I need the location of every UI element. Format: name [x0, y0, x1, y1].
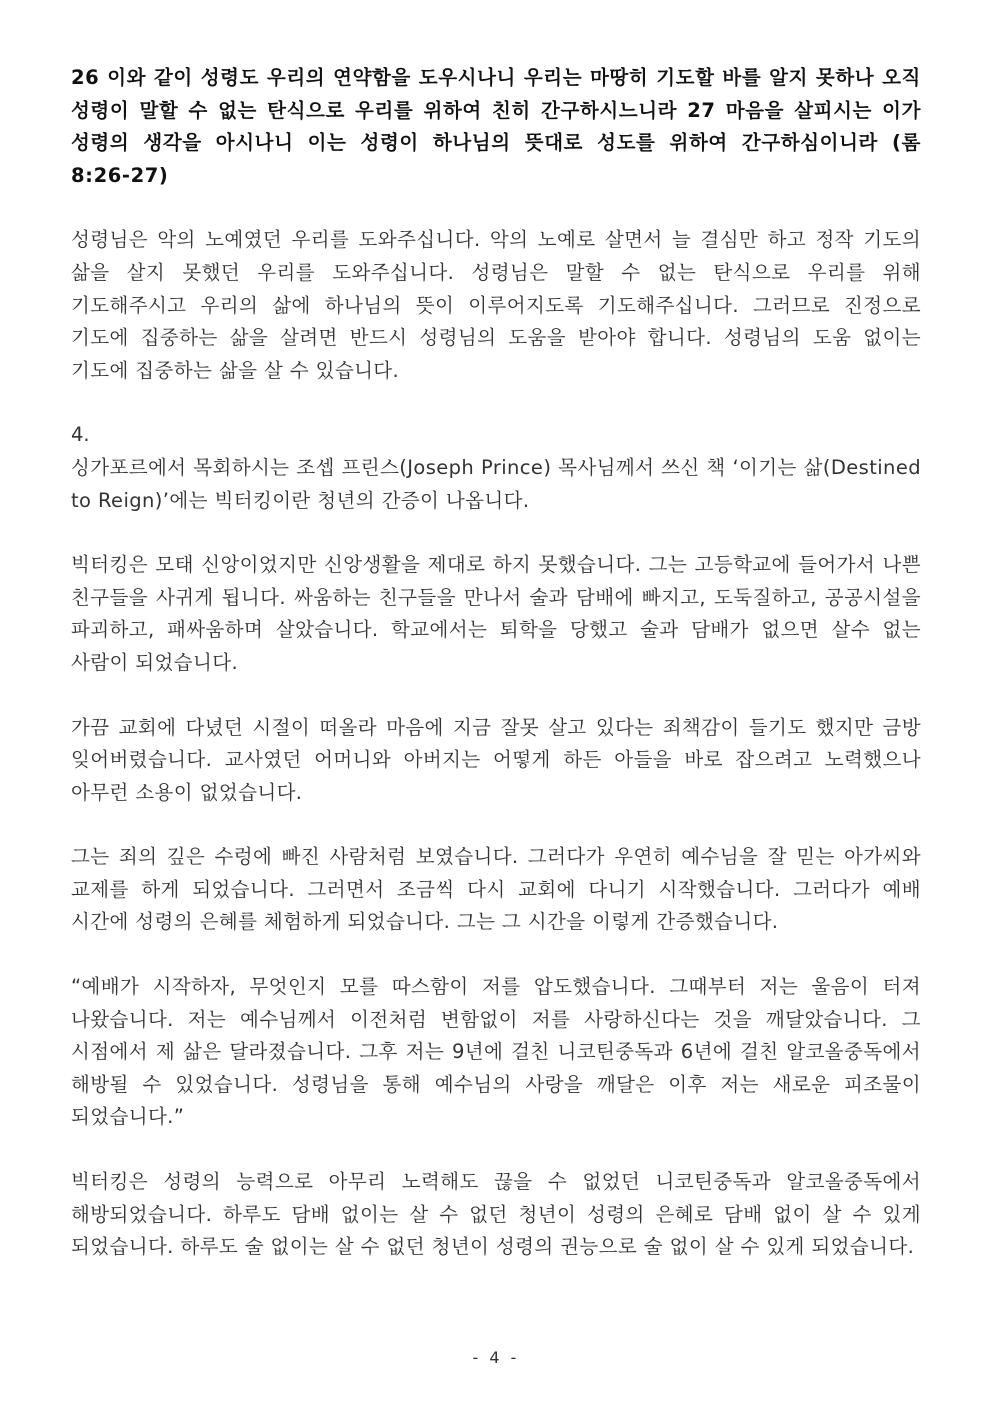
paragraph-7: 빅터킹은 성령의 능력으로 아무리 노력해도 끊을 수 없었던 니코틴중독과 알코올중독에서 해방되었습니다. 하루도 담배 없이는 살 수 없던 청년이 성령의 은혜로 담배 없이 살 수 있게 되었습니다. 하루도 술 없이는 살 수 없던 청년이 성령의 권능으로 술 없이 살 수 있게 되었습니다.: [71, 1170, 921, 1259]
paragraph-2: 싱가포르에서 목회하시는 조셉 프린스(Joseph Prince) 목사님께서 쓰신 책 ‘이기는 삶(Destined to Reign)’에는 빅터킹이란 청년의 간증이 나옵니다.: [71, 455, 921, 512]
page-number: - 4 -: [472, 1348, 520, 1367]
document-body: [71, 62, 921, 1296]
paragraph-5: 그는 죄의 깊은 수렁에 빠진 사람처럼 보였습니다. 그러다가 우연히 예수님을 잘 믿는 아가씨와 교제를 하게 되었습니다. 그러면서 조금씩 다시 교회에 다니기 시작했습니다. 그러다가 예배 시간에 성령의 은혜를 체험하게 되었습니다. 그는 그 시간을 이렇게 간증했습니다.: [71, 845, 921, 934]
paragraph-4: 가끔 교회에 다녔던 시절이 떠올라 마음에 지금 잘못 살고 있다는 죄책감이 들기도 했지만 금방 잊어버렸습니다. 교사였던 어머니와 아버지는 어떻게 하든 아들을 바로 잡으려고 노력했으나 아무런 소용이 없었습니다.: [71, 715, 921, 804]
section-number: 4.: [71, 423, 90, 447]
paragraph-1: 성령님은 악의 노예였던 우리를 도와주십니다. 악의 노예로 살면서 늘 결심만 하고 정작 기도의 삶을 살지 못했던 우리를 도와주십니다. 성령님은 말할 수 없는 탄식으로 우리를 위해 기도해주시고 우리의 삶에 하나님의 뜻이 이루어지도록 기도해주십니다. 그러므로 진정으로 기도에 집중하는 삶을 살려면 반드시 성령님의 도움을 받아야 합니다. 성령님의 도움 없이는 기도에 집중하는 삶을 살 수 있습니다.: [71, 228, 921, 382]
paragraph-3: 빅터킹은 모태 신앙이었지만 신앙생활을 제대로 하지 못했습니다. 그는 고등학교에 들어가서 나쁜 친구들을 사귀게 됩니다. 싸움하는 친구들을 만나서 술과 담배에 빠지고, 도둑질하고, 공공시설을 파괴하고, 패싸움하며 살았습니다. 학교에서는 퇴학을 당했고 술과 담배가 없으면 살수 없는 사람이 되었습니다.: [71, 553, 921, 674]
scripture-quote: 26 이와 같이 성령도 우리의 연약함을 도우시나니 우리는 마땅히 기도할 바를 알지 못하나 오직 성령이 말할 수 없는 탄식으로 우리를 위하여 친히 간구하시느니라 27 마음을 살피시는 이가 성령의 생각을 아시나니 이는 성령이 하나님의 뜻대로 성도를 위하여 간구하심이니라 (롬 8:26-27): [71, 66, 922, 187]
paragraph-6-quote: “예배가 시작하자, 무엇인지 모를 따스함이 저를 압도했습니다. 그때부터 저는 울음이 터져 나왔습니다. 저는 예수님께서 이전처럼 변함없이 저를 사랑하신다는 것을 깨달았습니다. 그 시점에서 제 삶은 달라졌습니다. 그후 저는 9년에 걸친 니코틴중독과 6년에 걸친 알코올중독에서 해방될 수 있었습니다. 성령님을 통해 예수님의 사랑을 깨달은 이후 저는 새로운 피조물이 되었습니다.”: [71, 975, 921, 1129]
